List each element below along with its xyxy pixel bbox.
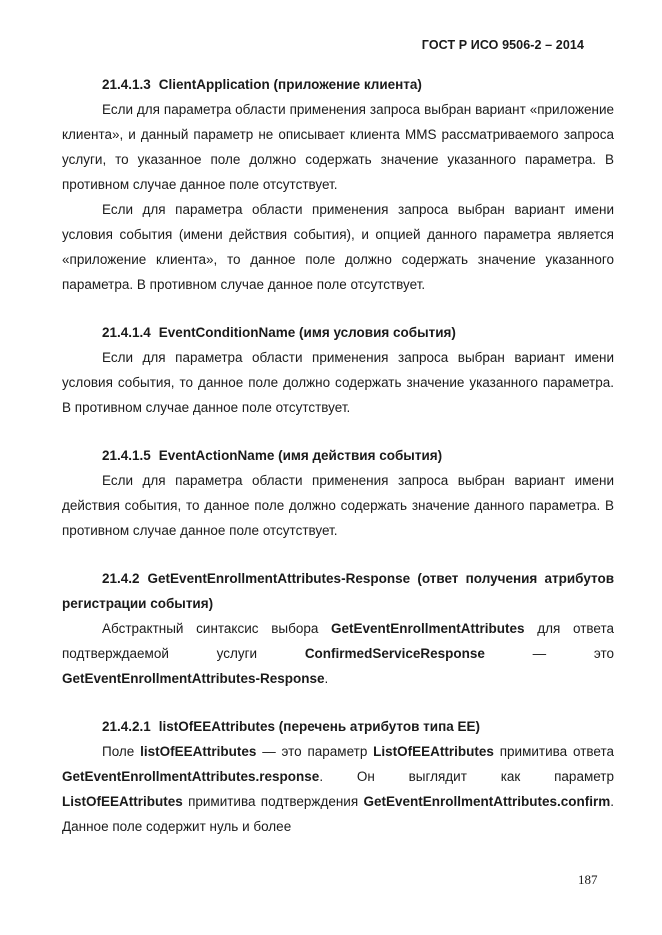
bold-term: GetEventEnrollmentAttributes.response — [62, 769, 320, 784]
section-number: 21.4.1.4 — [102, 325, 151, 340]
section-title: listOfEEAttributes (перечень атрибутов типа EE) — [158, 719, 480, 734]
section-title: EventActionName (имя действия события) — [158, 448, 443, 463]
bold-term: GetEventEnrollmentAttributes — [331, 621, 525, 636]
bold-term: listOfEEAttributes — [140, 744, 257, 759]
text: . — [324, 671, 329, 686]
section-heading-21-4-1-3 — [62, 72, 614, 97]
paragraph: Если для параметра области применения запроса выбран вариант имени действия события, то данное поле должно содержать значение данного параметра. В противном случае данное поле отсутствует. — [62, 473, 614, 538]
section-heading-21-4-1-4 — [62, 320, 614, 345]
bold-term: GetEventEnrollmentAttributes-Response — [62, 671, 325, 686]
bold-term: GetEventEnrollmentAttributes.confirm — [363, 794, 611, 809]
paragraph: Если для параметра области применения запроса выбран вариант имени условия события (имени действия события), и опцией данного параметра является «приложение клиента», то данное поле должно содержать значение указанного параметра. В противном случае данное поле отсутствует. — [62, 202, 614, 292]
text: — это параметр — [256, 744, 374, 759]
page-number: 187 — [578, 872, 598, 887]
paragraph: Если для параметра области применения запроса выбран вариант «приложение клиента», и данный параметр не описывает клиента MMS рассматриваемого запроса услуги, то указанное поле должно содержать значение указанного параметра. В противном случае данное поле отсутствует. — [62, 102, 614, 192]
section-number: 21.4.2.1 — [102, 719, 151, 734]
bold-term: ListOfEEAttributes — [62, 794, 183, 809]
section-title: GetEventEnrollmentAttributes-Response (ответ получения атрибутов регистрации события) — [62, 571, 614, 611]
text: Абстрактный синтаксис выбора — [102, 621, 332, 636]
paragraph: Если для параметра области применения запроса выбран вариант имени условия события, то данное поле должно содержать значение указанного параметра. В противном случае данное поле отсутствует. — [62, 350, 614, 415]
section-number: 21.4.2 — [102, 571, 140, 586]
paragraph — [62, 616, 614, 691]
bold-term: ListOfEEAttributes — [373, 744, 494, 759]
text: примитива ответа — [493, 744, 614, 759]
section-title: EventConditionName (имя условия события) — [158, 325, 456, 340]
document-body — [62, 72, 614, 839]
text: Поле — [102, 744, 141, 759]
section-number: 21.4.1.5 — [102, 448, 151, 463]
text: примитива подтверждения — [182, 794, 364, 809]
text: для ответа подтверждаемой услуги — [62, 621, 614, 661]
section-heading-21-4-1-5 — [62, 443, 614, 468]
document-header: ГОСТ Р ИСО 9506-2 – 2014 — [421, 38, 584, 52]
paragraph — [62, 739, 614, 839]
text: . Данное поле содержит нуль и более — [62, 794, 614, 834]
bold-term: ConfirmedServiceResponse — [304, 646, 485, 661]
text: . Он выглядит как параметр — [319, 769, 614, 784]
section-heading-21-4-2-1 — [62, 714, 614, 739]
section-title: ClientApplication (приложение клиента) — [158, 77, 422, 92]
text: — это — [484, 646, 614, 661]
section-number: 21.4.1.3 — [102, 77, 151, 92]
section-heading-21-4-2 — [62, 566, 614, 616]
